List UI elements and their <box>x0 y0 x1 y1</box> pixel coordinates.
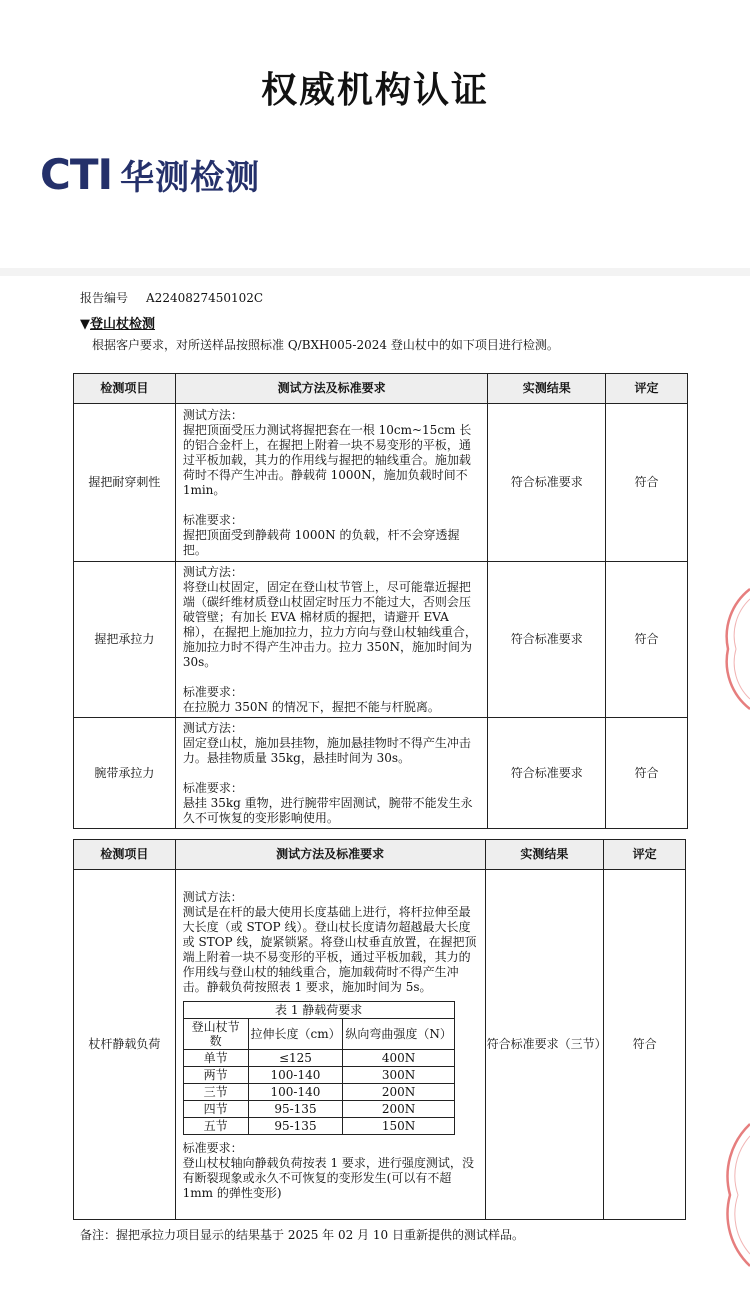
inner-header: 纵向弯曲强度（N） <box>343 1018 454 1049</box>
row-item: 握把承拉力 <box>74 562 176 718</box>
row-verdict: 符合 <box>606 562 688 718</box>
section-heading <box>80 313 155 332</box>
inner-cell: 三节 <box>183 1083 248 1100</box>
row-result: 符合标准要求 <box>488 404 606 562</box>
test-table-1 <box>73 373 688 829</box>
inner-cell: 95-135 <box>248 1100 343 1117</box>
footnote: 备注：握把承拉力项目显示的结果基于 2025 年 02 月 10 日重新提供的测试样品。 <box>80 1228 524 1242</box>
inner-cell: 300N <box>343 1066 454 1083</box>
method-text: 测试是在杆的最大使用长度基础上进行，将杆拉伸至最大长度（或 STOP 线）。登山杖长度请勿超越最大长度或 STOP 线，旋紧锁紧。将登山杖垂直放置，在握把顶端上附着一块不易变形的平板，通过平板加载，其力的作用线与登山杖的轴线重合，施加载荷时不得产生冲击。静载负荷按照表 1 要求，施加时间为 5s。 <box>182 904 477 994</box>
intro-text: 根据客户要求，对所送样品按照标准 Q/BXH005-2024 登山杖中的如下项目进行检测。 <box>92 338 559 352</box>
table-header-row <box>74 840 686 870</box>
report-number-line <box>80 289 263 306</box>
method-text: 将登山杖固定，固定在登山杖节管上，尽可能靠近握把端（碳纤维材质登山杖固定时压力不能过大，否则会压破管壁；有加长 EVA 棉材质的握把，请避开 EVA 棉），在握把上施加拉力，拉力方向与登山杖轴线重合，施加拉力时不得产生冲击力。拉力 350N，施加时间为 30s。 <box>182 580 477 669</box>
row-method <box>175 870 485 1220</box>
row-item: 杖杆静载负荷 <box>74 870 176 1220</box>
inner-header: 拉伸长度（cm） <box>248 1018 343 1049</box>
report-number-label: 报告编号 <box>80 291 129 305</box>
inner-cell: 95-135 <box>248 1117 343 1134</box>
table-row <box>74 562 688 718</box>
table-row <box>74 404 688 562</box>
header-result: 实测结果 <box>488 374 606 404</box>
header-verdict: 评定 <box>606 374 688 404</box>
row-result: 符合标准要求 <box>488 718 606 829</box>
header-result: 实测结果 <box>485 840 604 870</box>
req-text: 在拉脱力 350N 的情况下，握把不能与杆脱离。 <box>182 700 440 714</box>
section-title: 登山杖检测 <box>90 317 156 332</box>
method-label: 测试方法： <box>182 721 243 735</box>
table-row <box>74 718 688 829</box>
inner-cell: 两节 <box>183 1066 248 1083</box>
inner-header: 登山杖节数 <box>183 1018 248 1049</box>
row-method <box>175 718 488 829</box>
inner-row <box>183 1100 454 1117</box>
row-verdict: 符合 <box>606 404 688 562</box>
row-method <box>175 404 488 562</box>
seal-stamp-upper <box>722 585 750 715</box>
inner-row <box>183 1083 454 1100</box>
header-method: 测试方法及标准要求 <box>175 840 485 870</box>
header-method: 测试方法及标准要求 <box>175 374 488 404</box>
header-item: 检测项目 <box>74 374 176 404</box>
req-text: 握把顶面受到静载荷 1000N 的负载，杆不会穿透握把。 <box>182 528 460 557</box>
method-label: 测试方法： <box>182 889 243 904</box>
req-text: 登山杖杖轴向静载负荷按表 1 要求，进行强度测试，没有断裂现象或永久不可恢复的变形发生(可以有不超 1mm 的弹性变形) <box>182 1155 474 1200</box>
report-number-value: A2240827450102C <box>146 291 264 305</box>
inner-cell: 400N <box>343 1049 454 1066</box>
table-row <box>74 870 686 1220</box>
inner-table-caption: 表 1 静载荷要求 <box>183 1001 454 1018</box>
inner-row <box>183 1117 454 1134</box>
req-label: 标准要求： <box>182 781 243 795</box>
inner-cell: 150N <box>343 1117 454 1134</box>
inner-cell: 五节 <box>183 1117 248 1134</box>
page-title: 权威机构认证 <box>260 70 489 111</box>
req-text: 悬挂 35kg 重物，进行腕带牢固测试，腕带不能发生永久不可恢复的变形影响使用。 <box>182 796 473 825</box>
header-verdict: 评定 <box>604 840 686 870</box>
method-text: 握把顶面受压力测试将握把套在一根 10cm~15cm 长的铝合金杆上，在握把上附着一块不易变形的平板，通过平板加载，其力的作用线与握把的轴线重合。施加载荷时不得产生冲击。静载荷 1000N，施加负载时间不 1min。 <box>182 423 472 497</box>
inner-row <box>183 1066 454 1083</box>
inner-row <box>183 1049 454 1066</box>
method-text: 固定登山杖，施加县挂物，施加悬挂物时不得产生冲击力。悬挂物质量 35kg，悬挂时间为 30s。 <box>182 736 471 765</box>
method-label: 测试方法： <box>182 408 243 422</box>
table-header-row <box>74 374 688 404</box>
inner-cell: 单节 <box>183 1049 248 1066</box>
inner-cell: 100-140 <box>248 1066 343 1083</box>
row-item: 握把耐穿刺性 <box>74 404 176 562</box>
row-verdict: 符合 <box>606 718 688 829</box>
row-verdict: 符合 <box>604 870 686 1220</box>
logo-latin-text: CTI <box>40 150 113 199</box>
logo-chinese-text: 华测检测 <box>120 158 261 198</box>
test-table-2 <box>73 839 686 1220</box>
req-label: 标准要求： <box>182 1140 243 1155</box>
inner-cell: 200N <box>343 1083 454 1100</box>
static-load-table <box>183 1001 455 1135</box>
section-marker: ▼ <box>80 317 90 332</box>
row-method <box>175 562 488 718</box>
method-label: 测试方法： <box>182 565 243 579</box>
row-result: 符合标准要求 <box>488 562 606 718</box>
inner-cell: ≤125 <box>248 1049 343 1066</box>
req-label: 标准要求： <box>182 685 243 699</box>
report-page-top-shade <box>0 268 750 276</box>
inner-cell: 100-140 <box>248 1083 343 1100</box>
row-item: 腕带承拉力 <box>74 718 176 829</box>
req-label: 标准要求： <box>182 513 243 527</box>
inner-cell: 四节 <box>183 1100 248 1117</box>
inner-cell: 200N <box>343 1100 454 1117</box>
cti-logo <box>40 150 260 199</box>
row-result: 符合标准要求（三节） <box>485 870 604 1220</box>
header-item: 检测项目 <box>74 840 176 870</box>
seal-stamp-lower <box>724 1120 750 1270</box>
